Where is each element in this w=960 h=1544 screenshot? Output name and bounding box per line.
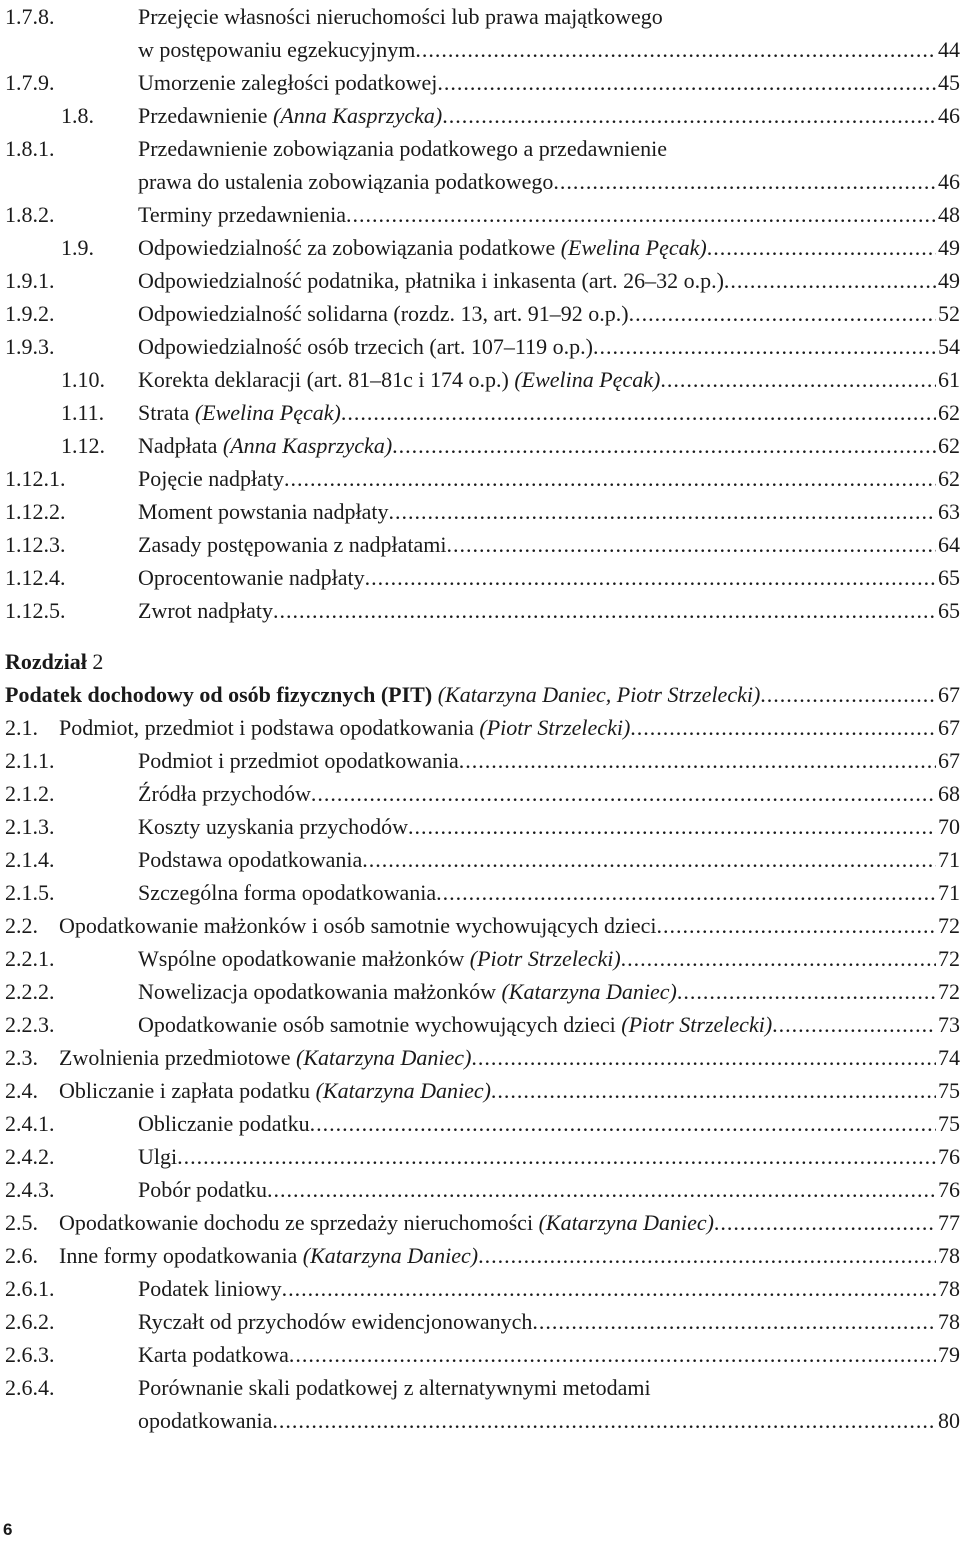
toc-entry[interactable]: [5, 1140, 960, 1173]
toc-entry-title-text: Zasady postępowania z nadpłatami: [138, 532, 447, 557]
toc-entry-title-text: Podatek liniowy: [138, 1276, 282, 1301]
toc-entry-number: 1.12.3.: [5, 532, 66, 557]
toc-entry[interactable]: [5, 1305, 960, 1338]
toc-entry-title: [138, 99, 442, 132]
toc-entry-authors: (Katarzyna Daniec): [296, 1045, 472, 1070]
dot-leader: [553, 165, 936, 198]
toc-entry-page: 54: [938, 334, 960, 359]
toc-entry[interactable]: [5, 1371, 960, 1437]
toc-entry-number: 2.2.3.: [5, 1012, 55, 1037]
toc-entry[interactable]: [5, 1239, 960, 1272]
toc-entry-page: 52: [938, 301, 960, 326]
dot-leader: [707, 231, 936, 264]
toc-entry[interactable]: [5, 1041, 960, 1074]
dot-leader: [447, 528, 936, 561]
page-number: 6: [3, 1520, 13, 1539]
toc-entry-title-text: Porównanie skali podatkowej z alternatywnymi metodami: [138, 1375, 651, 1400]
toc-entry-title-text: Odpowiedzialność solidarna (rozdz. 13, art. 91–92 o.p.): [138, 301, 629, 326]
toc-entry-title-text: Podstawa opodatkowania: [138, 847, 363, 872]
toc-entry[interactable]: [5, 330, 960, 363]
toc-entry-page: 63: [938, 499, 960, 524]
dot-leader: [389, 495, 936, 528]
toc-entry-authors: (Ewelina Pęcak): [194, 400, 341, 425]
toc-entry-page: 77: [938, 1210, 960, 1235]
toc-entry[interactable]: [5, 528, 960, 561]
toc-entry[interactable]: [5, 975, 960, 1008]
toc-entry-title: [138, 495, 389, 528]
toc-entry-title-text: Strata: [138, 400, 190, 425]
toc-entry-title-text: Moment powstania nadpłaty: [138, 499, 389, 524]
dot-leader: [677, 975, 936, 1008]
toc-entry-page: 76: [938, 1144, 960, 1169]
toc-entry-title-text: Podmiot i przedmiot opodatkowania: [138, 748, 459, 773]
toc-entry-title: [138, 777, 311, 810]
toc-entry-page: 78: [938, 1309, 960, 1334]
toc-entry-authors: (Anna Kasprzycka): [273, 103, 443, 128]
toc-entry-title: [138, 561, 365, 594]
dot-leader: [772, 1008, 936, 1041]
toc-entry-title: [138, 1140, 177, 1173]
toc-entry-page: 74: [938, 1045, 960, 1070]
toc-entry-title: [138, 1305, 532, 1338]
toc-entry-number: 1.12.: [61, 433, 105, 458]
toc-entry-title-text: Ulgi: [138, 1144, 178, 1169]
toc-entry-number: 1.7.8.: [5, 4, 55, 29]
toc-entry-title: [138, 66, 437, 99]
toc-entry-title: [59, 909, 657, 942]
toc-entry[interactable]: [5, 396, 960, 429]
toc-entry-title-text: Przedawnienie zobowiązania podatkowego a przedawnienie: [138, 136, 667, 161]
toc-entry-number: 1.9.3.: [5, 334, 55, 359]
dot-leader: [629, 297, 936, 330]
toc-entry[interactable]: [5, 1074, 960, 1107]
toc-entry-number: 1.8.1.: [5, 136, 55, 161]
toc-entry-title-text: Pobór podatku: [138, 1177, 267, 1202]
toc-entry-authors: (Katarzyna Daniec): [315, 1078, 491, 1103]
toc-entry-page: 75: [938, 1078, 960, 1103]
toc-entry-title: [138, 810, 408, 843]
toc-entry-number: 2.1.4.: [5, 847, 55, 872]
dot-leader: [437, 66, 936, 99]
toc-entry-number: 1.7.9.: [5, 70, 55, 95]
toc-entry-title-text: Podmiot, przedmiot i podstawa opodatkowania: [59, 715, 474, 740]
dot-leader: [724, 264, 936, 297]
toc-entry-authors: (Piotr Strzelecki): [469, 946, 621, 971]
toc-entry-number: 2.4.3.: [5, 1177, 55, 1202]
toc-entry-authors: (Piotr Strzelecki): [479, 715, 631, 740]
toc-entry[interactable]: [5, 297, 960, 330]
dot-leader: [408, 810, 936, 843]
toc-entry-title-text: Oprocentowanie nadpłaty: [138, 565, 365, 590]
toc-entry-page: 78: [938, 1243, 960, 1268]
dot-leader: [491, 1074, 936, 1107]
toc-entry-number: 2.6.3.: [5, 1342, 55, 1367]
toc-entry-title: [138, 1272, 282, 1305]
chapter-label-word: Rozdział: [5, 649, 87, 674]
toc-entry-number: 2.1.5.: [5, 880, 55, 905]
chapter-title-entry[interactable]: [5, 678, 960, 711]
dot-leader: [284, 462, 936, 495]
toc-entry-number: 2.6.1.: [5, 1276, 55, 1301]
dot-leader: [341, 396, 936, 429]
toc-entry-title-text: Nadpłata: [138, 433, 218, 458]
toc-entry-title-text: Ryczałt od przychodów ewidencjonowanych: [138, 1309, 533, 1334]
toc-entry-title-text: Zwolnienia przedmiotowe: [59, 1045, 291, 1070]
toc-entry[interactable]: [5, 66, 960, 99]
toc-entry-page: 68: [938, 781, 960, 806]
toc-entry[interactable]: [5, 0, 960, 66]
toc-entry-page: 44: [938, 37, 960, 62]
toc-entry-page: 80: [938, 1408, 960, 1433]
toc-entry-number: 1.12.4.: [5, 565, 66, 590]
toc-entry-title: [138, 1338, 289, 1371]
dot-leader: [459, 744, 936, 777]
toc-entry-title-text: Odpowiedzialność podatnika, płatnika i inkasenta (art. 26–32 o.p.): [138, 268, 724, 293]
toc-entry-title-text: Odpowiedzialność za zobowiązania podatkowe: [138, 235, 556, 260]
toc-entry-number: 2.5.: [5, 1210, 38, 1235]
toc-entry[interactable]: [5, 495, 960, 528]
toc-entry-number: 2.6.: [5, 1243, 38, 1268]
toc-entry-page: 70: [938, 814, 960, 839]
dot-leader: [177, 1140, 936, 1173]
toc-entry-page: 62: [938, 433, 960, 458]
toc-entry-title: [138, 1107, 310, 1140]
toc-entry-number: 2.3.: [5, 1045, 38, 1070]
toc-entry[interactable]: [5, 429, 960, 462]
toc-entry-number: 2.4.1.: [5, 1111, 55, 1136]
toc-entry-title-text: Pojęcie nadpłaty: [138, 466, 285, 491]
toc-entry-page: 71: [938, 847, 960, 872]
toc-entry[interactable]: [5, 909, 960, 942]
toc-entry-page: 67: [938, 715, 960, 740]
toc-entry[interactable]: [5, 810, 960, 843]
toc-entry-authors: (Ewelina Pęcak): [514, 367, 661, 392]
toc-entry-title: [138, 528, 447, 561]
toc-entry-number: 1.8.2.: [5, 202, 55, 227]
toc-entry-number: 2.2.2.: [5, 979, 55, 1004]
toc-entry-page: 49: [938, 235, 960, 260]
toc-entry-title: [138, 594, 273, 627]
toc-entry-title-text: Obliczanie i zapłata podatku: [59, 1078, 311, 1103]
toc-entry-number: 1.10.: [61, 367, 105, 392]
toc-entry-title: [138, 297, 629, 330]
dot-leader: [657, 909, 936, 942]
toc-entry-page: 49: [938, 268, 960, 293]
toc-entry-title-text: Opodatkowanie osób samotnie wychowujących dzieci: [138, 1012, 616, 1037]
toc-entry-title-text: Nowelizacja opodatkowania małżonków: [138, 979, 496, 1004]
chapter-title-text: Podatek dochodowy od osób fizycznych (PIT): [5, 682, 433, 707]
toc-entry-title: [138, 942, 621, 975]
toc-entry[interactable]: [5, 843, 960, 876]
toc-entry-page: 45: [938, 70, 960, 95]
toc-entry-number: 1.9.2.: [5, 301, 55, 326]
toc-entry-title-text: Odpowiedzialność osób trzecich (art. 107–119 o.p.): [138, 334, 593, 359]
toc-entry-title: [138, 264, 724, 297]
toc-entry-page: 73: [938, 1012, 960, 1037]
toc-entry-title: [138, 429, 392, 462]
toc-entry-authors: (Anna Kasprzycka): [222, 433, 393, 458]
toc-entry[interactable]: [5, 99, 960, 132]
dot-leader: [346, 198, 936, 231]
toc-entry-title-continuation: prawa do ustalenia zobowiązania podatkowego: [138, 169, 554, 194]
dot-leader: [760, 678, 936, 711]
toc-entry[interactable]: [5, 462, 960, 495]
toc-entry-authors: (Ewelina Pęcak): [560, 235, 707, 260]
toc-entry-page: 65: [938, 565, 960, 590]
toc-entry-number: 1.9.: [61, 235, 94, 260]
toc-entry-page: 46: [938, 103, 960, 128]
toc-entry-title: [138, 1008, 772, 1041]
toc-entry[interactable]: [5, 561, 960, 594]
toc-entry-title-text: Koszty uzyskania przychodów: [138, 814, 409, 839]
toc-entry-number: 2.6.2.: [5, 1309, 55, 1334]
toc-entry[interactable]: [5, 1008, 960, 1041]
toc-entry-title: [59, 1041, 471, 1074]
toc-entry-authors: (Piotr Strzelecki): [621, 1012, 773, 1037]
toc-entry-page: 75: [938, 1111, 960, 1136]
toc-entry-page: 67: [938, 748, 960, 773]
toc-entry-title: [138, 462, 284, 495]
toc-entry-title-text: Obliczanie podatku: [138, 1111, 310, 1136]
chapter-authors: (Katarzyna Daniec, Piotr Strzelecki): [437, 682, 761, 707]
toc-entry-title-continuation: opodatkowania: [138, 1408, 273, 1433]
toc-entry[interactable]: [5, 1173, 960, 1206]
toc-entry-number: 2.1.1.: [5, 748, 55, 773]
toc-entry[interactable]: [5, 594, 960, 627]
toc-entry-number: 1.12.5.: [5, 598, 66, 623]
toc-entry-title: [138, 1173, 267, 1206]
toc-entry-title: [138, 843, 362, 876]
toc-entry-title-text: Źródła przychodów: [138, 781, 311, 806]
dot-leader: [365, 561, 936, 594]
dot-leader: [282, 1272, 936, 1305]
toc-entry-page: 71: [938, 880, 960, 905]
toc-entry-number: 1.12.1.: [5, 466, 66, 491]
dot-leader: [630, 711, 936, 744]
toc-entry[interactable]: [5, 264, 960, 297]
dot-leader: [593, 330, 936, 363]
toc-entry-title-text: Korekta deklaracji (art. 81–81c i 174 o.p.): [138, 367, 509, 392]
toc-entry[interactable]: [5, 1338, 960, 1371]
toc-entry-number: 1.8.: [61, 103, 94, 128]
toc-entry-title-text: Inne formy opodatkowania: [59, 1243, 298, 1268]
dot-leader: [310, 1107, 936, 1140]
dot-leader: [415, 33, 936, 66]
toc-entry-number: 2.4.2.: [5, 1144, 55, 1169]
toc-entry-title: [59, 1206, 714, 1239]
dot-leader: [660, 363, 936, 396]
toc-entry-title-text: Terminy przedawnienia: [138, 202, 346, 227]
toc-entry-title-text: Karta podatkowa: [138, 1342, 289, 1367]
toc-entry[interactable]: [5, 132, 960, 198]
dot-leader: [272, 1404, 936, 1437]
dot-leader: [289, 1338, 936, 1371]
toc-entry[interactable]: [5, 198, 960, 231]
dot-leader: [471, 1041, 936, 1074]
toc-entry[interactable]: [5, 876, 960, 909]
chapter-page-number: 67: [938, 682, 960, 707]
toc-entry-title: [138, 132, 667, 165]
toc-entry[interactable]: [5, 363, 960, 396]
toc-entry-number: 2.1.: [5, 715, 38, 740]
toc-entry-number: 2.4.: [5, 1078, 38, 1103]
toc-entry-page: 46: [938, 169, 960, 194]
toc-entry-number: 2.6.4.: [5, 1375, 55, 1400]
chapter-label: [5, 645, 960, 678]
dot-leader: [442, 99, 936, 132]
toc-entry-title: [59, 711, 630, 744]
toc-entry-page: 72: [938, 913, 960, 938]
toc-entry-page: 62: [938, 400, 960, 425]
dot-leader: [362, 843, 936, 876]
toc-entry-title: [138, 876, 436, 909]
toc-entry-page: 65: [938, 598, 960, 623]
toc-entry-title-continuation: w postępowaniu egzekucyjnym: [138, 37, 416, 62]
toc-entry-title-text: Szczególna forma opodatkowania: [138, 880, 437, 905]
toc-entry-page: 62: [938, 466, 960, 491]
dot-leader: [267, 1173, 936, 1206]
toc-entry-title: [138, 231, 707, 264]
toc-entry-title: [138, 975, 677, 1008]
toc-entry-number: 1.12.2.: [5, 499, 66, 524]
toc-entry[interactable]: [5, 1107, 960, 1140]
toc-entry-number: 2.2.1.: [5, 946, 55, 971]
dot-leader: [478, 1239, 936, 1272]
table-of-contents: [5, 0, 960, 1437]
toc-entry[interactable]: [5, 777, 960, 810]
chapter-title: [5, 678, 760, 711]
toc-entry-title-text: Zwrot nadpłaty: [138, 598, 274, 623]
toc-entry-page: 76: [938, 1177, 960, 1202]
toc-entry-page: 48: [938, 202, 960, 227]
toc-entry-title: [59, 1074, 491, 1107]
toc-entry-title: [138, 744, 459, 777]
toc-entry-authors: (Katarzyna Daniec): [501, 979, 677, 1004]
toc-entry-number: 2.1.3.: [5, 814, 55, 839]
dot-leader: [436, 876, 936, 909]
toc-entry-title: [138, 1371, 651, 1404]
toc-entry-title-text: Opodatkowanie małżonków i osób samotnie wychowujących dzieci: [59, 913, 657, 938]
toc-entry[interactable]: [5, 711, 960, 744]
toc-entry-number: 1.9.1.: [5, 268, 55, 293]
toc-entry[interactable]: [5, 231, 960, 264]
toc-entry-title-text: Umorzenie zaległości podatkowej: [138, 70, 438, 95]
toc-entry-title-text: Przejęcie własności nieruchomości lub prawa majątkowego: [138, 4, 663, 29]
toc-entry-title-text: Wspólne opodatkowanie małżonków: [138, 946, 465, 971]
toc-entry-number: 2.1.2.: [5, 781, 55, 806]
dot-leader: [621, 942, 936, 975]
toc-entry-title: [59, 1239, 478, 1272]
toc-entry-number: 1.11.: [61, 400, 105, 425]
dot-leader: [532, 1305, 936, 1338]
toc-entry-page: 79: [938, 1342, 960, 1367]
dot-leader: [714, 1206, 936, 1239]
toc-entry-page: 72: [938, 979, 960, 1004]
toc-section-chapter-2: [5, 711, 960, 1437]
chapter-label-number: 2: [92, 649, 104, 674]
toc-entry-title: [138, 396, 341, 429]
toc-entry-title: [138, 330, 593, 363]
toc-entry-title: [138, 198, 346, 231]
toc-entry-page: 72: [938, 946, 960, 971]
toc-entry-title-text: Przedawnienie: [138, 103, 268, 128]
toc-entry-authors: (Katarzyna Daniec): [302, 1243, 479, 1268]
toc-entry-title: [138, 363, 660, 396]
toc-entry-page: 78: [938, 1276, 960, 1301]
toc-entry[interactable]: [5, 1272, 960, 1305]
toc-entry-title-text: Opodatkowanie dochodu ze sprzedaży nieruchomości: [59, 1210, 534, 1235]
dot-leader: [311, 777, 936, 810]
dot-leader: [392, 429, 936, 462]
toc-entry-page: 64: [938, 532, 960, 557]
toc-entry[interactable]: [5, 942, 960, 975]
dot-leader: [273, 594, 936, 627]
toc-entry-number: 2.2.: [5, 913, 38, 938]
toc-entry-authors: (Katarzyna Daniec): [538, 1210, 714, 1235]
toc-section-chapter-1: [5, 0, 960, 627]
toc-entry-page: 61: [938, 367, 960, 392]
toc-entry[interactable]: [5, 744, 960, 777]
toc-entry[interactable]: [5, 1206, 960, 1239]
toc-entry-title: [138, 0, 663, 33]
